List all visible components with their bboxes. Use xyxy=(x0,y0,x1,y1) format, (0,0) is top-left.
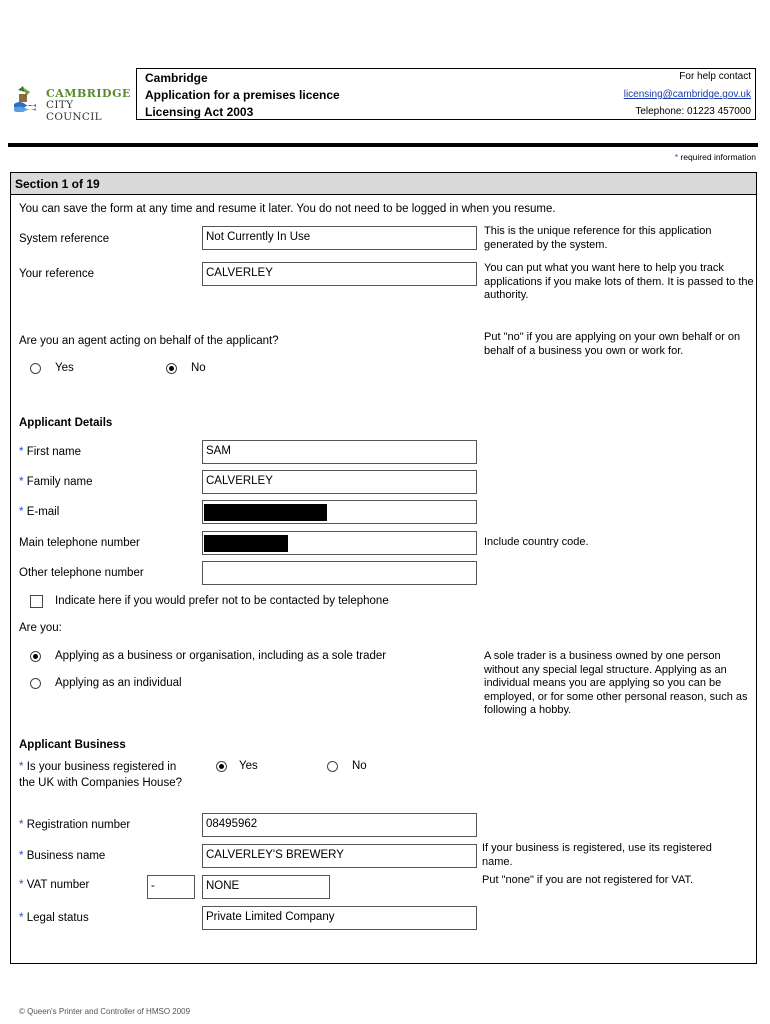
help-email-link[interactable]: licensing@cambridge.gov.uk xyxy=(623,89,751,100)
business-applicant-label: Applying as a business or organisation, including as a sole trader xyxy=(55,650,387,662)
business-name-input[interactable]: CALVERLEY'S BREWERY xyxy=(202,844,477,868)
vat-help: Put "none" if you are not registered for VAT. xyxy=(482,874,694,886)
agent-yes-label: Yes xyxy=(55,362,74,374)
agent-no-label: No xyxy=(191,362,206,374)
reg-number-input[interactable]: 08495962 xyxy=(202,813,477,837)
agent-yes-radio[interactable] xyxy=(30,363,41,374)
agent-help: Put "no" if you are applying on your own behalf or on behalf of a business you own or work for. xyxy=(484,331,741,357)
copyright-footer: © Queen's Printer and Controller of HMSO 2009 xyxy=(19,1007,191,1016)
council-logo xyxy=(14,84,131,123)
first-name-label: * First name xyxy=(19,446,82,458)
system-ref-help: This is the unique reference for this application generated by the system. xyxy=(484,225,712,251)
reg-number-label: * Registration number xyxy=(19,819,131,831)
other-phone-label: Other telephone number xyxy=(19,567,144,579)
redaction-bar xyxy=(204,535,288,552)
vat-prefix-input[interactable]: - xyxy=(147,875,195,899)
header-title-1: Cambridge xyxy=(145,71,208,85)
header-title-3: Licensing Act 2003 xyxy=(145,105,254,119)
vat-label: * VAT number xyxy=(19,879,90,891)
applicant-heading: Applicant Details xyxy=(19,417,113,429)
vat-number-input[interactable]: NONE xyxy=(202,875,330,899)
are-you-label: Are you: xyxy=(19,622,62,634)
main-phone-label: Main telephone number xyxy=(19,537,140,549)
agent-no-radio[interactable] xyxy=(166,363,177,374)
redaction-bar xyxy=(204,504,327,521)
logo-line-1: CAMBRIDGE xyxy=(46,87,131,100)
section-intro: You can save the form at any time and resume it later. You do not need to be logged in when you resume. xyxy=(19,203,556,215)
business-name-label: * Business name xyxy=(19,850,106,862)
registered-no-radio[interactable] xyxy=(327,761,338,772)
your-ref-label: Your reference xyxy=(19,268,95,280)
help-phone: Telephone: 01223 457000 xyxy=(635,106,751,117)
first-name-input[interactable]: SAM xyxy=(202,440,477,464)
no-phone-label: Indicate here if you would prefer not to be contacted by telephone xyxy=(55,595,389,607)
legal-status-input[interactable]: Private Limited Company xyxy=(202,906,477,930)
header-rule xyxy=(8,143,758,147)
logo-line-2: CITY COUNCIL xyxy=(46,99,102,123)
header-box xyxy=(136,68,756,120)
council-emblem-icon xyxy=(14,84,36,112)
family-name-label: * Family name xyxy=(19,476,93,488)
required-note-text: required information xyxy=(680,152,756,162)
help-label: For help contact xyxy=(679,71,751,82)
business-applicant-radio[interactable] xyxy=(30,651,41,662)
required-star: * xyxy=(674,152,679,162)
required-note xyxy=(675,152,756,162)
form-section xyxy=(10,172,757,964)
are-you-help: A sole trader is a business owned by one person without any special legal structure. Applying as an individual means you are applying so you can be employed, or for some other personal reason, such as following a hobby. xyxy=(484,650,748,716)
system-ref-label: System reference xyxy=(19,233,110,245)
header-title-2: Application for a premises licence xyxy=(145,88,340,102)
system-ref-input[interactable]: Not Currently In Use xyxy=(202,226,477,250)
business-heading: Applicant Business xyxy=(19,739,126,751)
main-phone-help: Include country code. xyxy=(484,536,589,548)
registered-no-label: No xyxy=(352,760,367,772)
individual-applicant-radio[interactable] xyxy=(30,678,41,689)
main-phone-input[interactable] xyxy=(202,531,477,555)
registered-yes-label: Yes xyxy=(239,760,258,772)
section-title: Section 1 of 19 xyxy=(11,173,756,195)
individual-applicant-label: Applying as an individual xyxy=(55,677,182,689)
registered-yes-radio[interactable] xyxy=(216,761,227,772)
family-name-input[interactable]: CALVERLEY xyxy=(202,470,477,494)
agent-question: Are you an agent acting on behalf of the applicant? xyxy=(19,335,279,347)
legal-status-label: * Legal status xyxy=(19,912,89,924)
email-input[interactable] xyxy=(202,500,477,524)
your-ref-help: You can put what you want here to help you track applications if you make lots of them. It is passed to the authority. xyxy=(484,262,754,301)
your-ref-input[interactable]: CALVERLEY xyxy=(202,262,477,286)
no-phone-checkbox[interactable] xyxy=(30,595,43,608)
business-name-help: If your business is registered, use its registered name. xyxy=(482,842,712,868)
other-phone-input[interactable] xyxy=(202,561,477,585)
email-label: * E-mail xyxy=(19,506,60,518)
registered-question: * Is your business registered in the UK with Companies House? xyxy=(19,761,182,789)
